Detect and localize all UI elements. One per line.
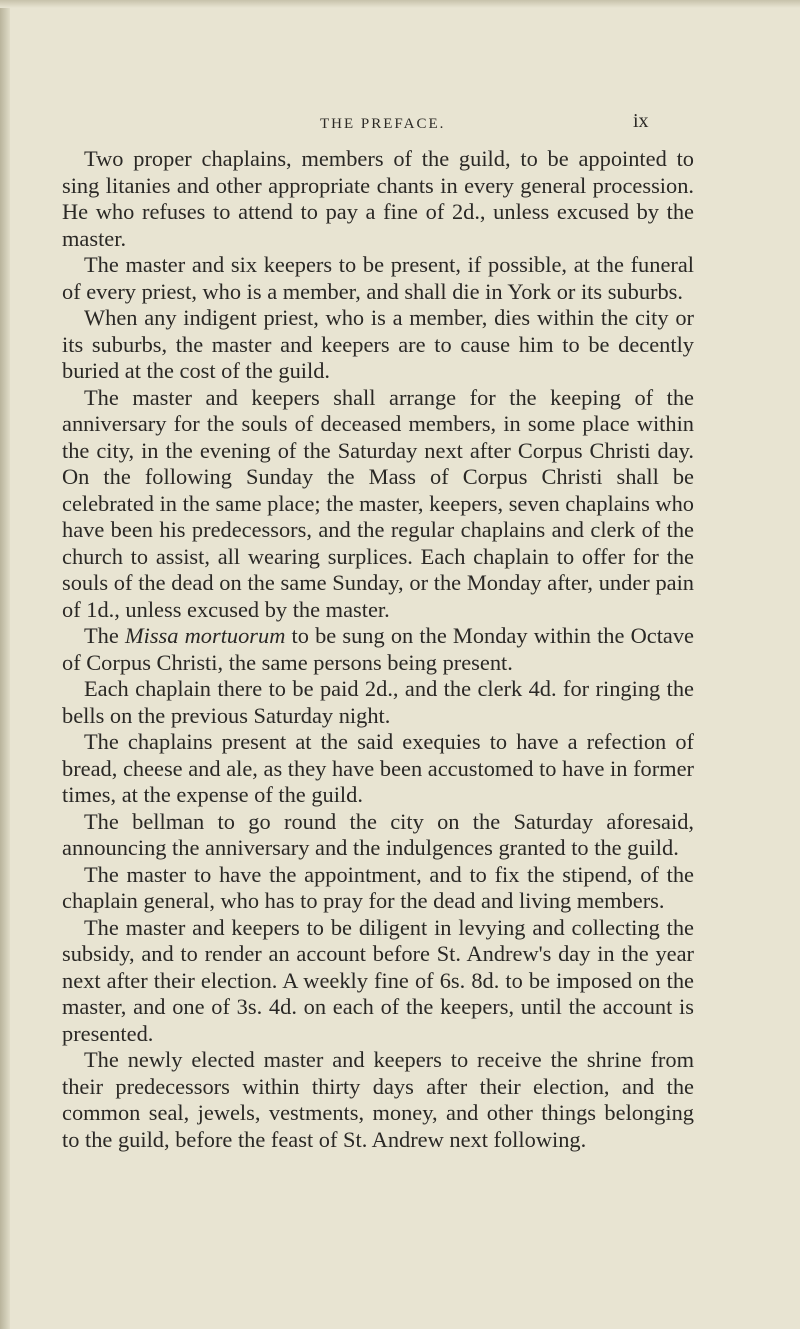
paragraph-anniversary: The master and keepers shall arrange for the keeping of the anniversary for the souls of deceased members, in some place within the city, in the evening of the Saturday next after Corpus Christi day. On the following Sunday the Mass of Corpus Christi shall be celebrated in the same place; the master, keepers, seven chaplains who have been his predecessors, and the regular chaplains and clerk of the church to assist, all wearing surplices. Each chaplain to offer for the souls of the dead on the same Sunday, or the Monday after, under pain of 1d., unless excused by the master. (62, 384, 694, 622)
body-text (62, 146, 694, 1153)
page-number: ix (633, 110, 649, 132)
paragraph-subsidy: The master and keepers to be diligent in levying and collecting the subsidy, and to render an account before St. Andrew's day in the year next after their election. A weekly fine of 6s. 8d. to be imposed on the master, and one of 3s. 4d. on each of the keepers, until the account is presented. (62, 914, 694, 1046)
paragraph-missa-mortuorum (62, 623, 694, 676)
paragraph-missa-after: to be sung on the Monday within the Octave of Corpus Christi, the same persons being present. (62, 623, 694, 675)
page-binding-shadow (0, 0, 10, 1329)
paragraph-bellman: The bellman to go round the city on the Saturday aforesaid, announcing the anniversary and the indulgences granted to the guild. (62, 808, 694, 860)
page-top-edge (0, 0, 800, 8)
paragraph-chaplains-litanies: Two proper chaplains, members of the guild, to be appointed to sing litanies and other appropriate chants in every general procession. He who refuses to attend to pay a fine of 2d., unless excused by the master. (62, 146, 694, 251)
paragraph-funeral-of-priest: The master and six keepers to be present, if possible, at the funeral of every priest, who is a member, and shall die in York or its suburbs. (62, 252, 694, 304)
page-header (0, 110, 800, 140)
paragraph-chaplain-general: The master to have the appointment, and to fix the stipend, of the chaplain general, who has to pray for the dead and living members. (62, 861, 694, 913)
paragraph-shrine: The newly elected master and keepers to receive the shrine from their predecessors within thirty days after their election, and the common seal, jewels, vestments, money, and other things belonging to the guild, before the feast of St. Andrew next following. (62, 1047, 694, 1152)
paragraph-indigent-priest: When any indigent priest, who is a member, dies within the city or its suburbs, the master and keepers are to cause him to be decently buried at the cost of the guild. (62, 305, 694, 383)
paragraph-refection: The chaplains present at the said exequies to have a refection of bread, cheese and ale, as they have been accustomed to have in former times, at the expense of the guild. (62, 729, 694, 807)
running-title: THE PREFACE. (320, 116, 446, 132)
paragraph-missa-italic: Missa mortuorum (124, 623, 286, 648)
paragraph-missa-before: The (84, 623, 125, 648)
paragraph-chaplain-payment: Each chaplain there to be paid 2d., and the clerk 4d. for ringing the bells on the previous Saturday night. (62, 676, 694, 728)
